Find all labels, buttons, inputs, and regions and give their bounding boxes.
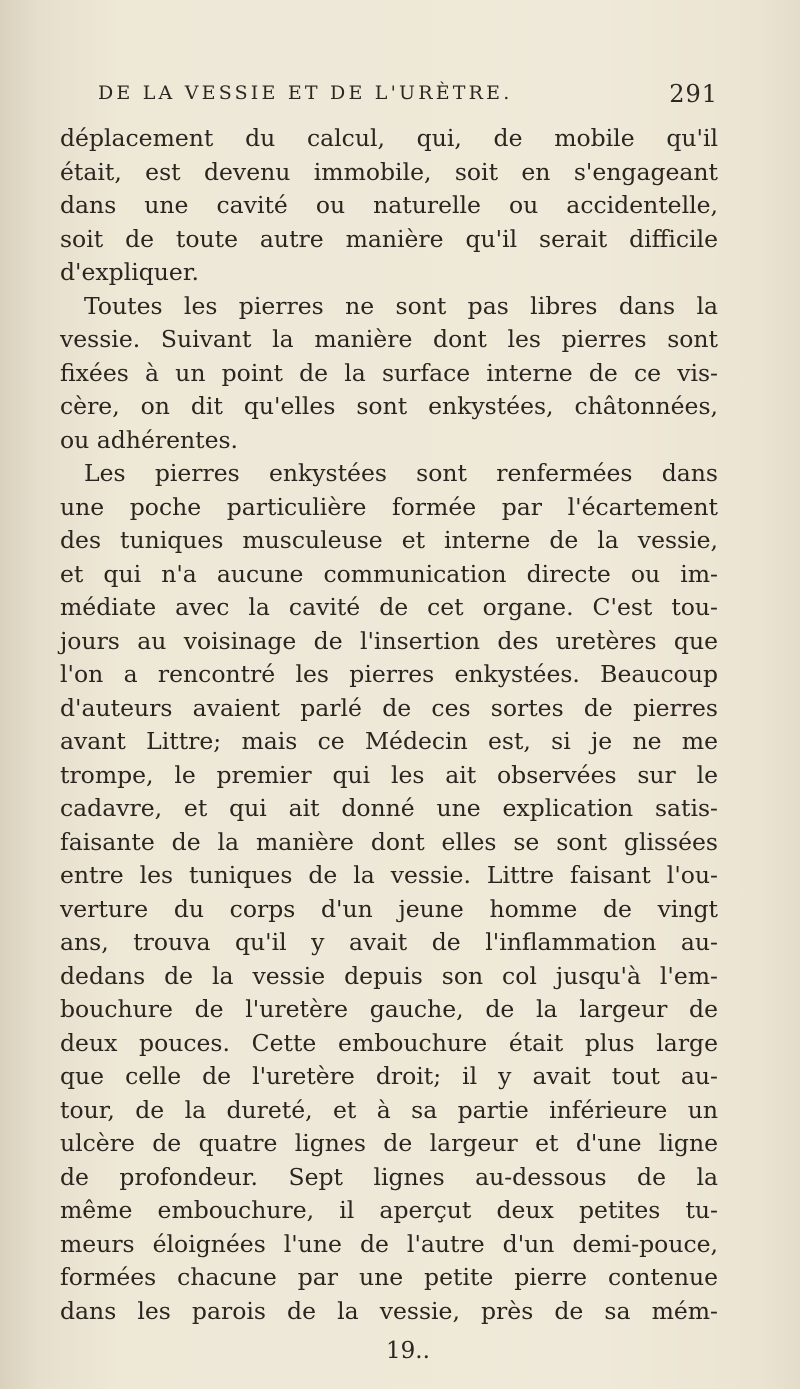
text-line: déplacement du calcul, qui, de mobile qu'il	[60, 124, 718, 152]
text-line: d'expliquer.	[60, 258, 199, 286]
signature-mark: 19..	[386, 1338, 430, 1364]
text-line: Toutes les pierres ne sont pas libres dans la	[84, 291, 718, 320]
text-line: que celle de l'uretère droit; il y avait tout au-	[60, 1062, 718, 1090]
text-line: verture du corps d'un jeune homme de vingt	[60, 894, 718, 923]
running-head: DE LA VESSIE ET DE L'URÈTRE.	[98, 82, 513, 104]
text-line: cère, on dit qu'elles sont enkystées, châtonnées,	[60, 392, 718, 420]
text-line: était, est devenu immobile, soit en s'engageant	[60, 157, 718, 186]
text-line: entre les tuniques de la vessie. Littre faisant l'ou-	[60, 861, 718, 889]
text-line: médiate avec la cavité de cet organe. C'est tou-	[60, 593, 718, 621]
page-number: 291	[669, 80, 718, 108]
text-line: vessie. Suivant la manière dont les pierres sont	[60, 325, 718, 353]
text-line: d'auteurs avaient parlé de ces sortes de pierres	[60, 693, 718, 722]
text-line: deux pouces. Cette embouchure était plus large	[60, 1028, 718, 1057]
text-line: fixées à un point de la surface interne de ce vis-	[60, 358, 718, 387]
text-line: ans, trouva qu'il y avait de l'inflammation au-	[60, 928, 718, 956]
text-line: l'on a rencontré les pierres enkystées. Beaucoup	[60, 660, 718, 688]
page-header	[98, 82, 718, 116]
text-line: bouchure de l'uretère gauche, de la largeur de	[60, 995, 718, 1023]
text-line: ulcère de quatre lignes de largeur et d'une ligne	[60, 1129, 718, 1157]
text-line: cadavre, et qui ait donné une explication satis-	[60, 794, 718, 822]
text-line: soit de toute autre manière qu'il serait difficile	[60, 224, 718, 253]
text-line: avant Littre; mais ce Médecin est, si je ne me	[60, 727, 718, 755]
text-line: faisante de la manière dont elles se sont glissées	[60, 827, 718, 856]
text-line: dans les parois de la vessie, près de sa mém-	[60, 1296, 718, 1325]
text-line: tour, de la dureté, et à sa partie inférieure un	[60, 1095, 718, 1124]
text-line: dans une cavité ou naturelle ou accidentelle,	[60, 191, 718, 219]
body-text	[60, 122, 718, 1328]
text-line: trompe, le premier qui les ait observées sur le	[60, 760, 718, 789]
text-line: et qui n'a aucune communication directe ou im-	[60, 559, 718, 588]
text-line: une poche particulière formée par l'écartement	[60, 492, 718, 521]
text-line: meurs éloignées l'une de l'autre d'un demi-pouce,	[60, 1229, 718, 1258]
text-line: jours au voisinage de l'insertion des uretères que	[60, 626, 718, 655]
text-line: formées chacune par une petite pierre contenue	[60, 1263, 718, 1291]
text-line: même embouchure, il aperçut deux petites tu-	[60, 1196, 718, 1224]
text-line: ou adhérentes.	[60, 425, 239, 454]
text-line: des tuniques musculeuse et interne de la vessie,	[60, 526, 718, 554]
text-line: dedans de la vessie depuis son col jusqu'à l'em-	[60, 961, 718, 990]
text-line: de profondeur. Sept lignes au-dessous de la	[60, 1162, 718, 1191]
text-line: Les pierres enkystées sont renfermées dans	[84, 459, 718, 487]
